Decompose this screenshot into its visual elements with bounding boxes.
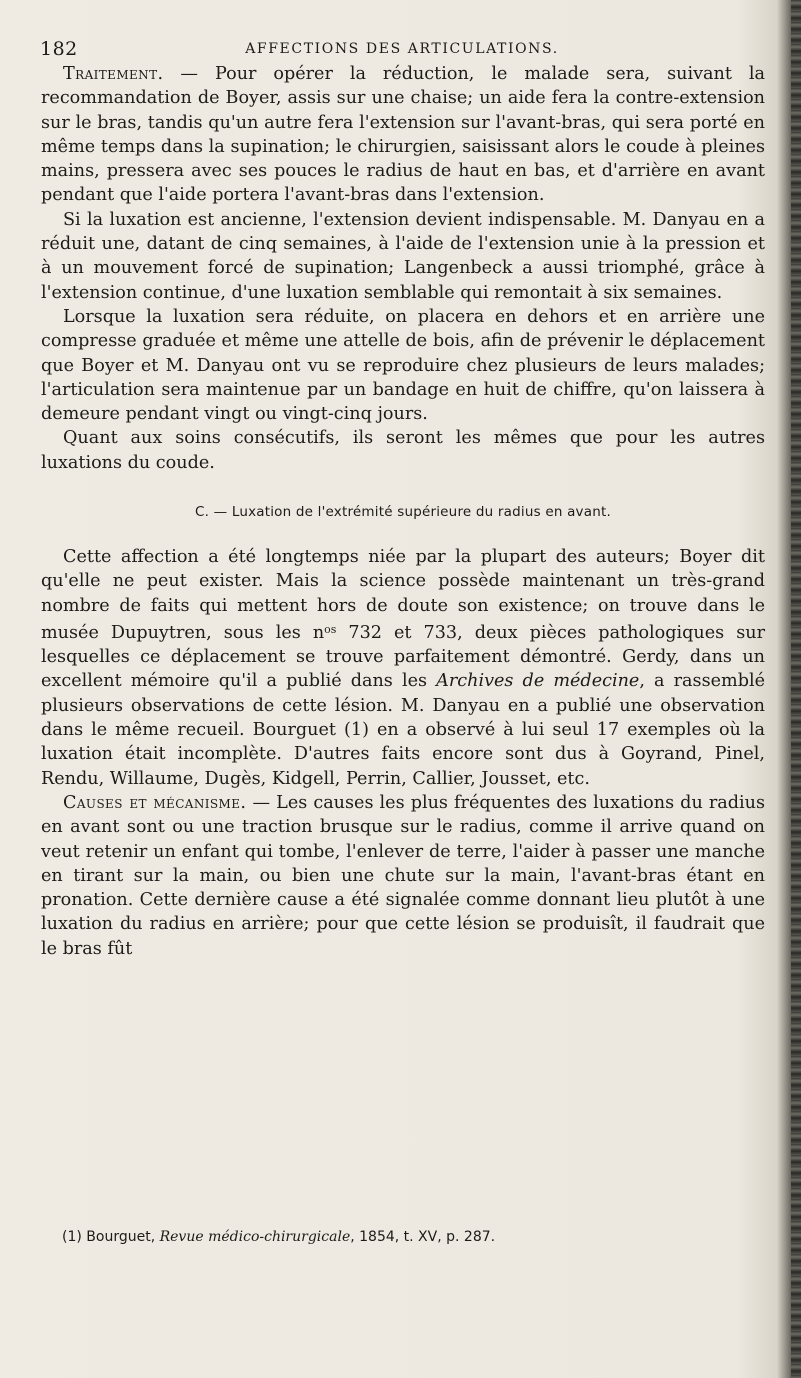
paragraph-old-luxation: Si la luxation est ancienne, l'extension devient indispensable. M. Danyau en a réduit une, datant de cinq semaines, à l'aide de l'extension unie à la pression et à un mouvement forcé de supination; Langenbeck a aussi triomphé, grâce à l'extension continue, d'une luxation semblable qui remontait à six semaines. [41,209,765,303]
affection-text-b: 732 et 733, deux pièces pathologiques sur lesquelles ce déplacement se trouve parfaitement démontré. Gerdy, dans un excellent mémoire qu'il a publié dans les [41,622,765,692]
causes-heading: Causes et mécanisme. [63,792,247,813]
affection-text-a: Cette affection a été longtemps niée par la plupart des auteurs; Boyer dit qu'elle ne peut exister. Mais la science possède maintenant un très-grand nombre de faits qui mettent hors de doute son existence; on trouve dans le musée Dupuytren, sous les n [41,547,765,643]
paragraph-affection [41,545,765,791]
running-head: AFFECTIONS DES ARTICULATIONS. [245,41,559,57]
journal-title: Archives de médecine [436,671,640,692]
treatment-heading: Traitement. [63,64,164,84]
paragraph-consecutive-care: Quant aux soins consécutifs, ils seront les mêmes que pour les autres luxations du coude. [41,428,765,473]
footnote-journal: Revue médico-chirurgicale [159,1229,351,1245]
paragraph-causes [41,791,765,961]
body-text [41,62,765,961]
paragraph-after-reduction: Lorsque la luxation sera réduite, on placera en dehors et en arrière une compresse graduée et même une attelle de bois, afin de prévenir le déplacement que Boyer et M. Danyau ont vu se reproduire chez plusieurs de leurs malades; l'articulation sera maintenue par un bandage en huit de chiffre, qu'on laissera à demeure pendant vingt ou vingt-cinq jours. [41,306,765,425]
page-edge-shadow [791,0,801,1378]
numero-superscript: os [324,622,337,636]
causes-text: — Les causes les plus fréquentes des luxations du radius en avant sont ou une traction brusque sur le radius, comme il arrive quand on veut retenir un enfant qui tombe, l'enlever de terre, l'aider à passer une manche en tirant sur la main, ou bien une chute sur la main, l'avant-bras étant en pronation. Cette dernière cause a été signalée comme donnant lieu plutôt à une luxation du radius en arrière; pour que cette lésion se produisît, il faudrait que le bras fût [41,792,766,959]
paragraph-treatment [41,62,765,208]
page-number: 182 [40,38,78,60]
footnote-text-b: , 1854, t. XV, p. 287. [350,1229,496,1245]
section-title: C. — Luxation de l'extrémité supérieure du radius en avant. [195,504,611,521]
affection-text-c: , a rassemblé plusieurs observations de cette lésion. M. Danyau en a publié une observation dans le même recueil. Bourguet (1) en a observé à lui seul 17 exemples où la luxation était incomplète. D'autres faits encore sont dus à Goyrand, Pinel, Rendu, Willaume, Dugès, Kidgell, Perrin, Callier, Jousset, etc. [41,671,765,789]
footnote-text-a: (1) Bourguet, [62,1229,160,1245]
treatment-text: — Pour opérer la réduction, le malade sera, suivant la recommandation de Boyer, assis sur une chaise; un aide fera la contre-extension sur le bras, tandis qu'un autre fera l'extension sur l'avant-bras, qui sera porté en même temps dans la supination; le chirurgien, saisissant alors le coude à pleines mains, pressera avec ses pouces le radius de haut en bas, et d'arrière en avant pendant que l'aide portera l'avant-bras dans l'extension. [41,64,765,206]
footnote [62,1228,762,1246]
page-header [40,38,764,60]
